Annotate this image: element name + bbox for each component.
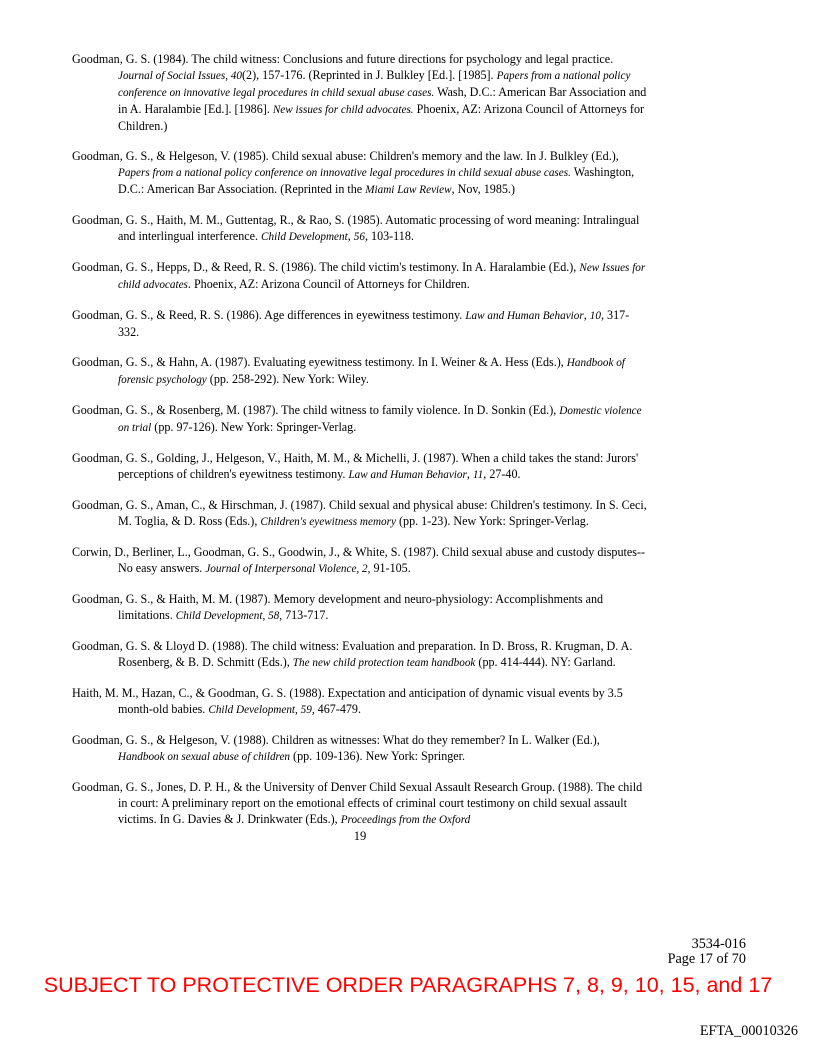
reference-italic-text: Child Development xyxy=(261,231,348,243)
case-number: 3534-016 xyxy=(691,936,746,952)
reference-text: , 27-40. xyxy=(483,467,521,481)
reference-italic-text: Journal of Interpersonal Violence, 2, xyxy=(205,563,371,575)
reference-text: 467-479. xyxy=(314,702,361,716)
page-of-count: Page 17 of 70 xyxy=(667,951,746,967)
reference-italic-text: Child Development, 58, xyxy=(175,610,283,622)
case-stamp xyxy=(668,937,746,967)
reference-italic-text: Miami Law Review xyxy=(365,184,452,196)
reference-text: (pp. 1-23). New York: Springer-Verlag. xyxy=(395,514,589,528)
reference-text: (2), 157-176. (Reprinted in J. Bulkley [Ed.]. [1985]. xyxy=(242,68,497,82)
reference-text: Goodman, G. S., & Rosenberg, M. (1987). The child witness to family violence. In D. Sonkin (Ed.), xyxy=(72,403,560,417)
reference-text: Washington, D.C.: American Bar Association. (Reprinted in the xyxy=(118,165,635,196)
reference-text: Wash, D.C.: American Bar Association and in A. Haralambie [Ed.]. [1986]. xyxy=(118,85,647,116)
bates-number: EFTA_00010326 xyxy=(699,1023,798,1039)
reference-text: (pp. 109-136). New York: Springer. xyxy=(290,749,466,763)
reference-text: , xyxy=(466,467,473,481)
page-number: 19 xyxy=(353,829,367,843)
reference-italic-text: Handbook of forensic psychology xyxy=(118,357,625,386)
reference-entry xyxy=(72,148,647,198)
reference-text: , 317-332. xyxy=(118,308,630,339)
reference-text: Corwin, D., Berliner, L., Goodman, G. S., Goodwin, J., & White, S. (1987). Child sexual abuse and custody disputes--No easy answers. xyxy=(72,545,646,575)
reference-text: Haith, M. M., Hazan, C., & Goodman, G. S. (1988). Expectation and anticipation of dynamic visual events by 3.5 month-old babies. xyxy=(72,686,623,716)
reference-text: Goodman, G. S., Jones, D. P. H., & the University of Denver Child Sexual Assault Research Group. (1988). The child in court: A preliminary report on the emotional effects of criminal court testimony on child sexual assault victims. In G. Davies & J. Drinkwater (Eds.), xyxy=(72,780,643,826)
reference-entry xyxy=(72,259,647,293)
reference-italic-text: Papers from a national policy conference on innovative legal procedures in child sexual abuse cases. xyxy=(118,167,571,179)
reference-text: Goodman, G. S., Aman, C., & Hirschman, J. (1987). Child sexual and physical abuse: Children's testimony. In S. Ceci, M. Toglia, & D. Ross (Eds.), xyxy=(72,498,647,528)
reference-text: (pp. 97-126). New York: Springer-Verlag. xyxy=(151,420,357,434)
reference-text: Goodman, G. S., & Haith, M. M. (1987). Memory development and neuro-physiology: Accomplishments and limitations. xyxy=(72,592,604,622)
reference-text: , Nov, 1985.) xyxy=(451,182,515,196)
reference-text: 91-105. xyxy=(370,561,411,575)
reference-text: Goodman, G. S. (1984). The child witness: Conclusions and future directions for psychology and legal practice. xyxy=(72,52,614,66)
reference-entry xyxy=(72,497,647,530)
reference-entry xyxy=(72,307,647,340)
reference-italic-text: Proceedings from the Oxford xyxy=(340,814,471,826)
reference-text: Goodman, G. S. & Lloyd D. (1988). The child witness: Evaluation and preparation. In D. Bross, R. Krugman, D. A. Rosenberg, & B. D. Schmitt (Eds.), xyxy=(72,639,633,669)
reference-entry xyxy=(72,51,647,134)
reference-entry xyxy=(72,779,647,828)
reference-entry xyxy=(72,354,647,388)
reference-italic-text: 11 xyxy=(472,469,484,481)
reference-list xyxy=(72,51,647,842)
reference-entry xyxy=(72,450,647,483)
reference-text: (pp. 258-292). New York: Wiley. xyxy=(206,372,369,386)
reference-text: Goodman, G. S., Haith, M. M., Guttentag, R., & Rao, S. (1985). Automatic processing of word meaning: Intralingual and interlingual interference. xyxy=(72,213,640,243)
reference-entry xyxy=(72,591,647,624)
reference-italic-text: New Issues for child advocates xyxy=(118,262,646,291)
reference-text: Goodman, G. S., & Helgeson, V. (1985). Child sexual abuse: Children's memory and the law. In J. Bulkley (Ed.), xyxy=(72,149,619,163)
reference-entry xyxy=(72,685,647,718)
reference-text: Goodman, G. S., & Hahn, A. (1987). Evaluating eyewitness testimony. In I. Weiner & A. Hess (Eds.), xyxy=(72,355,567,369)
reference-italic-text: Domestic violence on trial xyxy=(118,405,642,434)
reference-entry xyxy=(72,638,647,671)
reference-italic-text: New issues for child advocates. xyxy=(272,104,414,116)
reference-text: 713-717. xyxy=(282,608,329,622)
reference-text: Goodman, G. S., Golding, J., Helgeson, V., Haith, M. M., & Michelli, J. (1987). When a child takes the stand: Jurors' perceptions of children's eyewitness testimony. xyxy=(72,451,639,481)
reference-text: Goodman, G. S., Hepps, D., & Reed, R. S. (1986). The child victim's testimony. In A. Haralambie (Ed.), xyxy=(72,260,580,274)
reference-italic-text: Child Development, 59, xyxy=(208,704,315,716)
reference-italic-text: Law and Human Behavior xyxy=(465,310,584,322)
reference-text: Phoenix, AZ: Arizona Council of Attorneys for Children.) xyxy=(118,102,645,133)
reference-italic-text: 10 xyxy=(589,310,601,322)
reference-entry xyxy=(72,732,647,765)
protective-order-notice: SUBJECT TO PROTECTIVE ORDER PARAGRAPHS 7, 8, 9, 10, 15, and 17 xyxy=(43,973,773,997)
reference-italic-text: Children's eyewitness memory xyxy=(260,516,396,528)
reference-text: , xyxy=(347,229,354,243)
reference-entry xyxy=(72,544,647,577)
reference-italic-text: 56 xyxy=(353,231,365,243)
reference-text: Goodman, G. S., & Helgeson, V. (1988). Children as witnesses: What do they remember? In L. Walker (Ed.), xyxy=(72,733,600,747)
reference-text: , 103-118. xyxy=(364,229,414,243)
reference-text: , xyxy=(583,308,590,322)
reference-italic-text: Handbook on sexual abuse of children xyxy=(118,751,291,763)
reference-italic-text: Journal of Social Issues, 40 xyxy=(118,70,242,82)
reference-text: . Phoenix, AZ: Arizona Council of Attorneys for Children. xyxy=(187,277,470,291)
reference-italic-text: The new child protection team handbook xyxy=(292,657,476,669)
reference-text: Goodman, G. S., & Reed, R. S. (1986). Age differences in eyewitness testimony. xyxy=(72,308,466,322)
reference-text: (pp. 414-444). NY: Garland. xyxy=(475,655,616,669)
reference-entry xyxy=(72,402,647,436)
reference-entry xyxy=(72,212,647,245)
reference-italic-text: Law and Human Behavior xyxy=(348,469,467,481)
reference-italic-text: Papers from a national policy conference on innovative legal procedures in child sexual abuse cases. xyxy=(118,70,631,99)
